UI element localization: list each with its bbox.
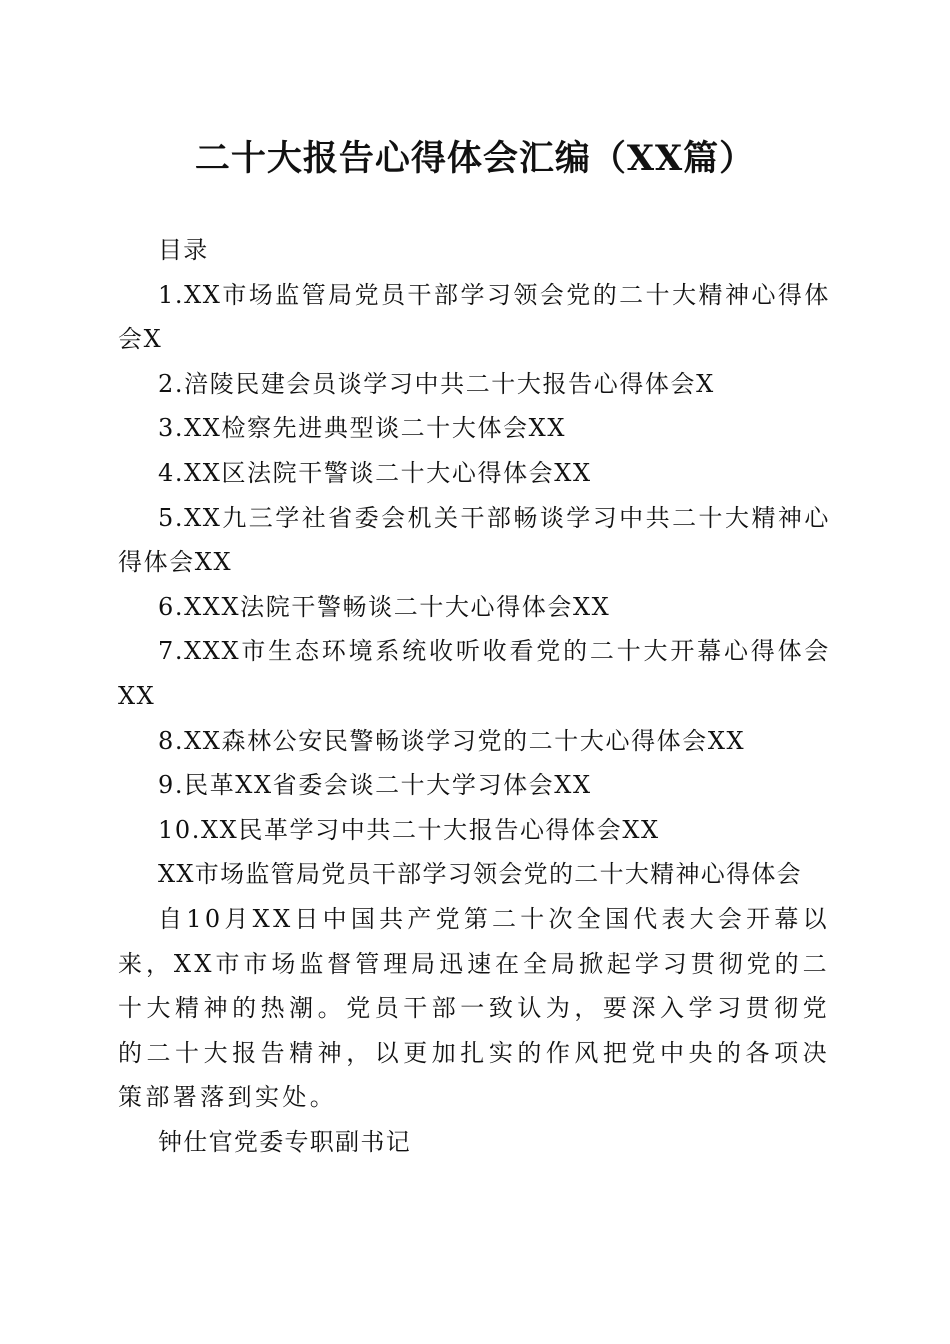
- toc-item-9: 9.民革XX省委会谈二十大学习体会XX: [158, 771, 592, 800]
- toc-item-5: 5.XX九三学社省委会机关干部畅谈学习中共二十大精神心得体会XX: [118, 503, 830, 577]
- toc-item-2: 2.涪陵民建会员谈学习中共二十大报告心得体会X: [158, 369, 715, 398]
- toc-item-3: 3.XX检察先进典型谈二十大体会XX: [158, 414, 567, 443]
- toc-item-6: 6.XXX法院干警畅谈二十大心得体会XX: [158, 592, 611, 621]
- toc-item-8: 8.XX森林公安民警畅谈学习党的二十大心得体会XX: [158, 726, 746, 755]
- toc-item-7: 7.XXX市生态环境系统收听收看党的二十大开幕心得体会XX: [118, 637, 830, 710]
- table-of-contents: [118, 273, 830, 853]
- toc-item-4: 4.XX区法院干警谈二十大心得体会XX: [158, 458, 592, 487]
- toc-item-10: 10.XX民革学习中共二十大报告心得体会XX: [158, 815, 660, 844]
- toc-heading: 目录: [158, 236, 209, 264]
- speaker-line: 钟仕官党委专职副书记: [158, 1127, 411, 1156]
- document-title: 二十大报告心得体会汇编（XX篇）: [194, 138, 756, 179]
- document-body: [118, 228, 830, 1164]
- body-paragraph: 自10月XX日中国共产党第二十次全国代表大会开幕以来，XX市市场监督管理局迅速在全局掀起学习贯彻党的二十大精神的热潮。党员干部一致认为，要深入学习贯彻党的二十大报告精神，以更加扎实的作风把党中央的各项决策部署落到实处。: [118, 904, 830, 1112]
- toc-item-1: 1.XX市场监管局党员干部学习领会党的二十大精神心得体会X: [118, 280, 830, 354]
- section-title: XX市场监管局党员干部学习领会党的二十大精神心得体会: [158, 860, 802, 889]
